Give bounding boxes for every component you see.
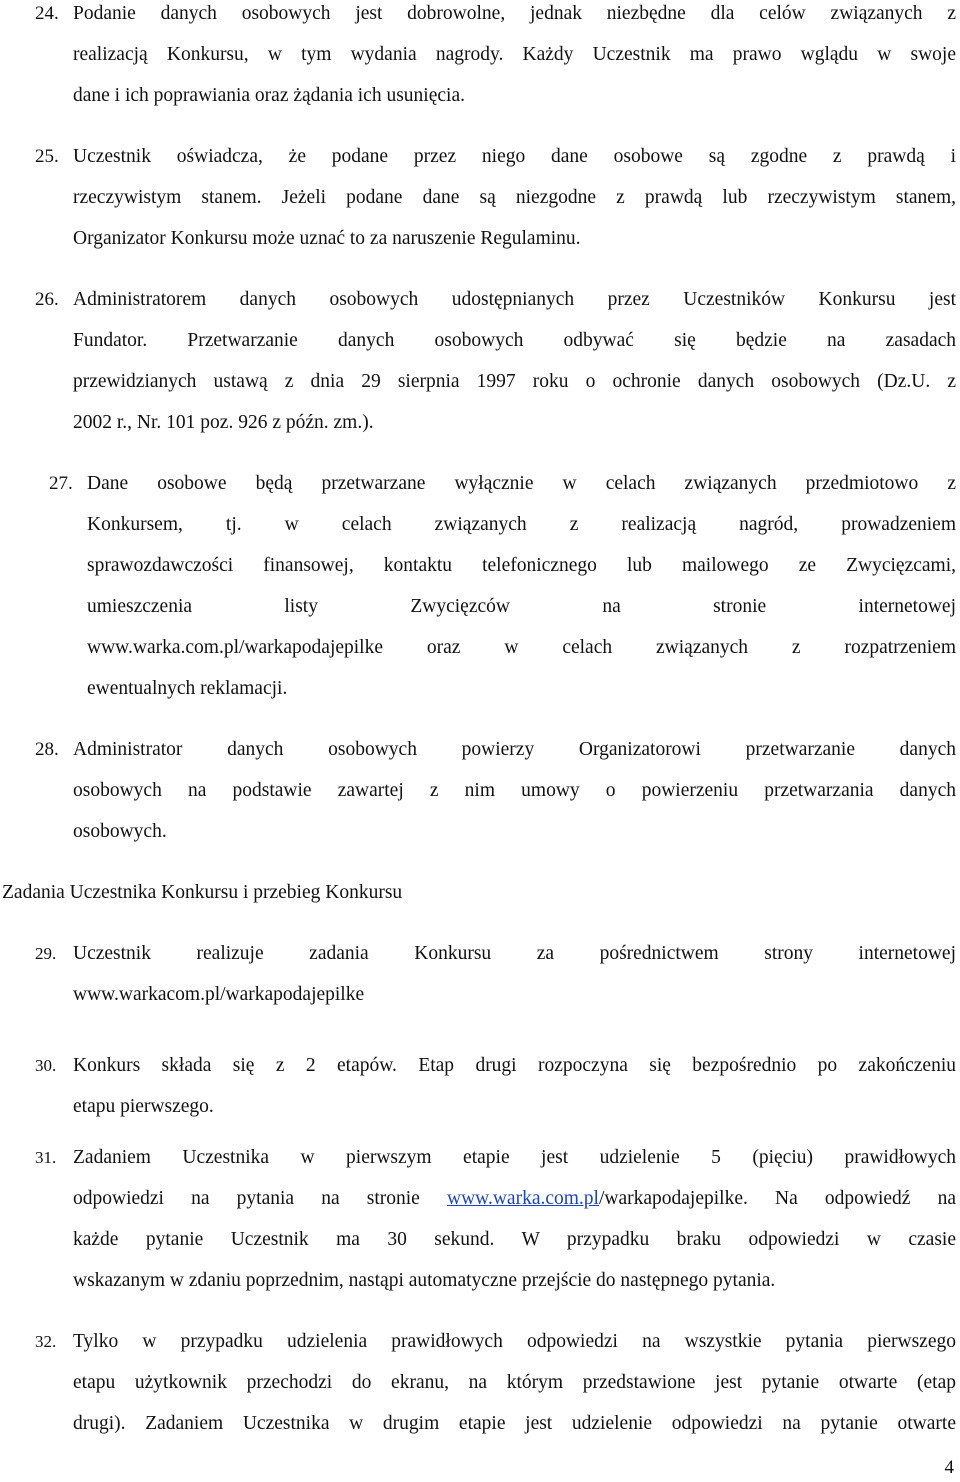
item-text: ewentualnych reklamacji.	[87, 678, 288, 699]
item-text: www.warkacom.pl/warkapodajepilke	[73, 984, 365, 1005]
item-text: Tylko w przypadku udzielenia prawidłowych odpowiedzi na wszystkie pytania pierwszego	[73, 1331, 956, 1352]
item-number: 31.	[35, 1148, 57, 1167]
item-number: 30.	[35, 1056, 57, 1075]
warka-link[interactable]: www.warka.com.pl	[446, 1188, 599, 1209]
item-text: osobowych na podstawie zawartej z nim umowy o powierzeniu przetwarzania danych	[73, 780, 956, 801]
item-text: drugi). Zadaniem Uczestnika w drugim etapie jest udzielenie odpowiedzi na pytanie otwarte	[73, 1413, 956, 1434]
item-text: każde pytanie Uczestnik ma 30 sekund. W przypadku braku odpowiedzi w czasie	[73, 1229, 956, 1250]
item-text: Podanie danych osobowych jest dobrowolne, jednak niezbędne dla celów związanych z	[73, 3, 956, 24]
item-text: Uczestnik oświadcza, że podane przez niego dane osobowe są zgodne z prawdą i	[73, 146, 956, 167]
item-text-part: odpowiedzi na pytania na stronie	[73, 1188, 447, 1209]
item-number: 26.	[35, 289, 59, 310]
section-heading: Zadania Uczestnika Konkursu i przebieg Konkursu	[2, 882, 403, 903]
item-text: Organizator Konkursu może uznać to za naruszenie Regulaminu.	[73, 228, 581, 249]
item-text: Uczestnik realizuje zadania Konkursu za pośrednictwem strony internetowej	[73, 943, 956, 964]
item-text: realizacją Konkursu, w tym wydania nagrody. Każdy Uczestnik ma prawo wglądu w swoje	[73, 44, 956, 65]
item-text: 2002 r., Nr. 101 poz. 926 z późn. zm.).	[73, 412, 374, 433]
item-number: 28.	[35, 739, 59, 760]
item-text: Fundator. Przetwarzanie danych osobowych odbywać się będzie na zasadach	[73, 330, 956, 351]
page-number: 4	[944, 1457, 954, 1478]
item-text: Konkurs składa się z 2 etapów. Etap drugi rozpoczyna się bezpośrednio po zakończeniu	[73, 1055, 956, 1076]
item-text: przewidzianych ustawą z dnia 29 sierpnia 1997 roku o ochronie danych osobowych (Dz.U. z	[73, 371, 956, 392]
item-number: 29.	[35, 944, 57, 963]
item-text: rzeczywistym stanem. Jeżeli podane dane są niezgodne z prawdą lub rzeczywistym stanem,	[73, 187, 956, 208]
item-text-part: /warkapodajepilke. Na odpowiedź na	[598, 1188, 956, 1209]
item-text: etapu pierwszego.	[73, 1096, 214, 1117]
item-text: Dane osobowe będą przetwarzane wyłącznie w celach związanych przedmiotowo z	[87, 473, 956, 494]
item-text: Administratorem danych osobowych udostępnianych przez Uczestników Konkursu jest	[73, 289, 956, 310]
item-text: Zadaniem Uczestnika w pierwszym etapie jest udzielenie 5 (pięciu) prawidłowych	[73, 1147, 956, 1168]
item-text	[73, 1187, 956, 1211]
item-number: 25.	[35, 146, 59, 167]
item-text: wskazanym w zdaniu poprzednim, nastąpi automatyczne przejście do następnego pytania.	[73, 1270, 776, 1291]
item-text: etapu użytkownik przechodzi do ekranu, na którym przedstawione jest pytanie otwarte (etap	[73, 1372, 956, 1393]
item-text: www.warka.com.pl/warkapodajepilke oraz w celach związanych z rozpatrzeniem	[87, 637, 956, 658]
item-number: 24.	[35, 3, 59, 24]
item-number: 27.	[49, 473, 73, 494]
item-text: osobowych.	[73, 821, 167, 842]
item-text: Administrator danych osobowych powierzy Organizatorowi przetwarzanie danych	[73, 739, 956, 760]
item-number: 32.	[35, 1332, 57, 1351]
item-text: dane i ich poprawiania oraz żądania ich usunięcia.	[73, 85, 465, 106]
item-text: Konkursem, tj. w celach związanych z realizacją nagród, prowadzeniem	[87, 514, 956, 535]
item-text: umieszczenia listy Zwycięzców na stronie internetowej	[87, 596, 956, 617]
item-text: sprawozdawczości finansowej, kontaktu telefonicznego lub mailowego ze Zwycięzcami,	[87, 555, 956, 576]
